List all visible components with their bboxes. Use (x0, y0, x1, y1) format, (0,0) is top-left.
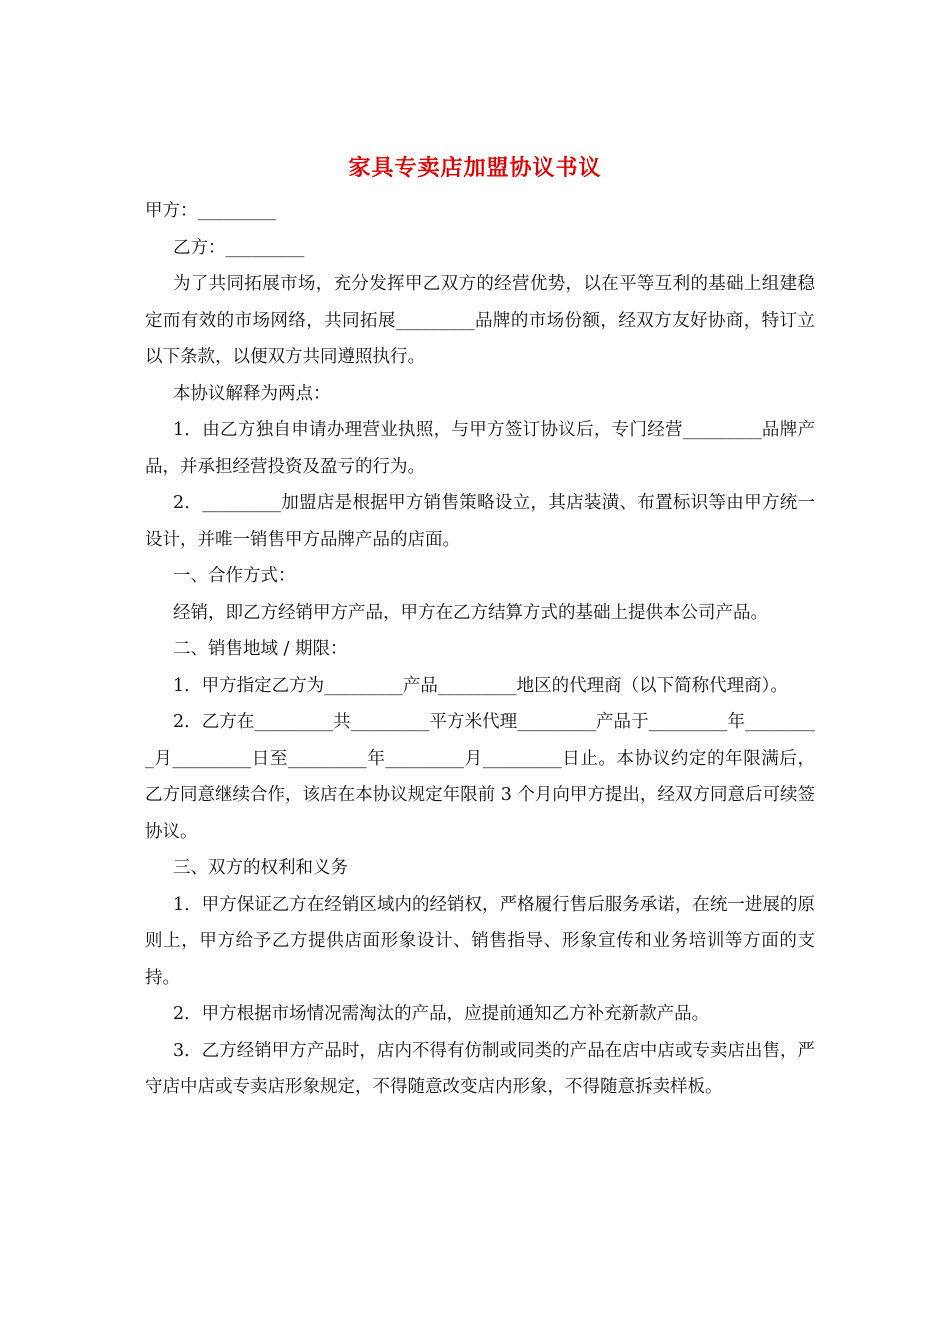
territory-item-1: 1．甲方指定乙方为_________产品_________地区的代理商（以下简称代理商）。 (173, 675, 788, 696)
rights-item-2: 2．甲方根据市场情况需淘汰的产品，应提前通知乙方补充新款产品。 (173, 1004, 710, 1024)
rights-item-1: 1．甲方保证乙方在经销区域内的经销权，严格履行售后服务承诺，在统一进展的原则上，甲方给予乙方提供店面形象设计、销售指导、形象宣传和业务培训等方面的支持。 (145, 894, 815, 988)
document-body (145, 193, 815, 1106)
interpretation-item-1: 1．由乙方独自申请办理营业执照，与甲方签订协议后，专门经营_________品牌产品，并承担经营投资及盈亏的行为。 (145, 420, 815, 477)
preamble-paragraph: 为了共同拓展市场，充分发挥甲乙双方的经营优势，以在平等互利的基础上组建稳定而有效的市场网络，共同拓展_________品牌的市场份额，经双方友好协商，特订立以下条款，以便双方共同遵照执行。 (145, 274, 815, 367)
section-heading-territory: 二、销售地域 / 期限： (173, 639, 348, 659)
section-heading-cooperation: 一、合作方式： (173, 566, 296, 586)
party-b-line: 乙方：_________ (173, 237, 305, 258)
rights-item-3: 3．乙方经销甲方产品时，店内不得有仿制或同类的产品在店中店或专卖店出售，严守店中店或专卖店形象规定，不得随意改变店内形象，不得随意拆卖样板。 (145, 1040, 815, 1097)
territory-item-2: 2．乙方在_________共_________平方米代理_________产品于_________年_________月_________日至_________年_________月_________日止。本协议约定的年限满后，乙方同意继续合作，该店在本协议规定年限前 3 个月向甲方提出，经双方同意后可续签协议。 (145, 712, 815, 842)
section-heading-rights: 三、双方的权利和义务 (173, 858, 348, 878)
interpretation-heading: 本协议解释为两点： (173, 383, 331, 404)
interpretation-item-2: 2．_________加盟店是根据甲方销售策略设立，其店装潢、布置标识等由甲方统一设计，并唯一销售甲方品牌产品的店面。 (145, 493, 815, 550)
document-title: 家具专卖店加盟协议书议 (348, 155, 602, 181)
cooperation-paragraph: 经销，即乙方经销甲方产品，甲方在乙方结算方式的基础上提供本公司产品。 (173, 602, 768, 623)
party-a-line: 甲方：_________ (145, 201, 277, 221)
